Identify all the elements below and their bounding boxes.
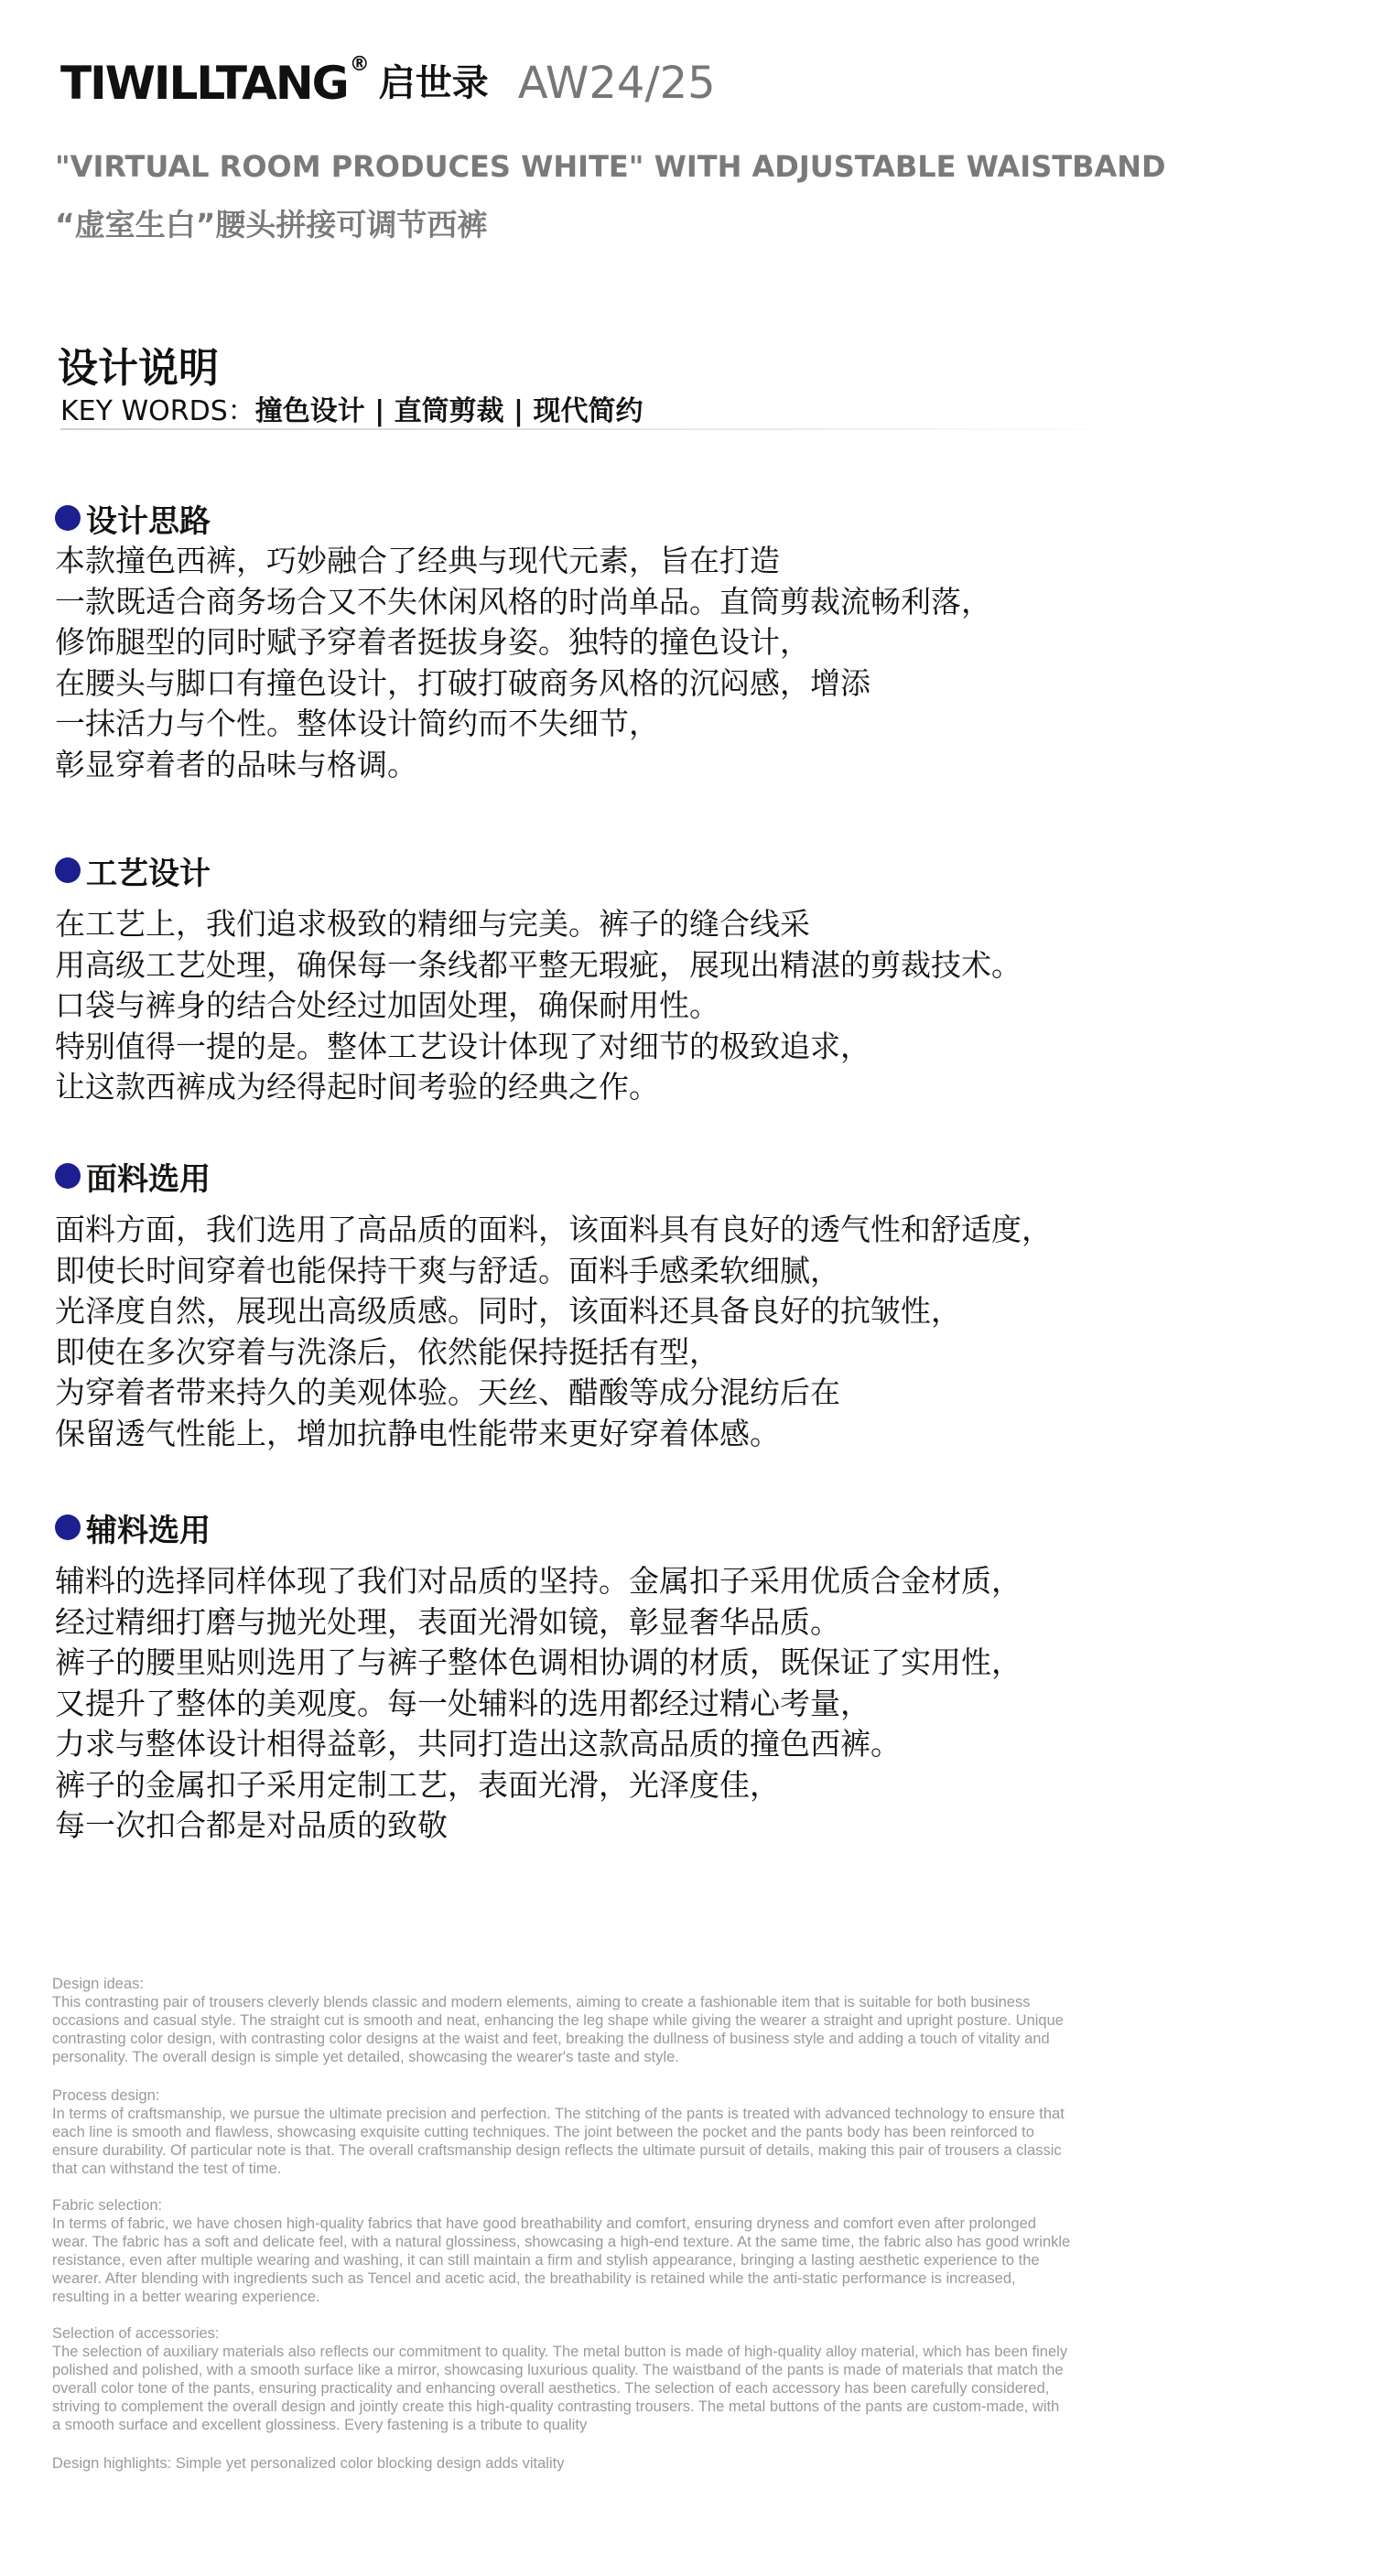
body-line: 即使长时间穿着也能保持干爽与舒适。面料手感柔软细腻， <box>55 1252 840 1288</box>
body-line: 在工艺上，我们追求极致的精细与完美。裤子的缝合线采 <box>55 906 810 942</box>
english-heading: Design ideas: <box>52 1976 144 1992</box>
english-line: resulting in a better wearing experience. <box>52 2289 320 2305</box>
header-divider <box>60 428 1131 430</box>
section-fabric-selection <box>55 1155 1245 1454</box>
section-body <box>55 904 1245 1108</box>
section-body <box>55 1561 1245 1847</box>
section-heading-text: 工艺设计 <box>86 855 211 892</box>
section-heading <box>55 1506 1245 1548</box>
bullet-dot-icon <box>55 857 81 883</box>
english-line: striving to complement the overall design and jointly create this high-quality contrasting trousers. The metal buttons of the pants are custom-made, with <box>52 2398 1060 2415</box>
body-line: 一抹活力与个性。整体设计简约而不失细节， <box>55 706 659 741</box>
body-line: 辅料的选择同样体现了我们对品质的坚持。金属扣子采用优质合金材质， <box>55 1563 1022 1599</box>
product-title-chinese: “虚室生白”腰头拼接可调节西裤 <box>55 207 488 243</box>
english-line: In terms of fabric, we have chosen high-quality fabrics that have good breathability and comfort, ensuring dryness and comfort even after prolonged <box>52 2215 1036 2232</box>
product-title-english: "VIRTUAL ROOM PRODUCES WHITE" WITH ADJUSTABLE WAISTBAND <box>55 149 1166 184</box>
english-line: wearer. After blending with ingredients such as Tencel and acetic acid, the breathability is retained while the anti-static performance is increased, <box>52 2270 1016 2287</box>
section-heading-text: 设计思路 <box>86 502 211 540</box>
english-line: each line is smooth and flawless, showcasing exquisite cutting techniques. The joint between the pocket and the pants body has been reinforced to <box>52 2124 1034 2140</box>
english-heading: Selection of accessories: <box>52 2325 220 2342</box>
english-design-highlights <box>52 2454 1242 2473</box>
english-line: overall color tone of the pants, ensuring practicality and enhancing overall aesthetics. The selection of each accessory has been carefully considered, <box>52 2380 1050 2397</box>
section-heading-text: 辅料选用 <box>86 1512 211 1549</box>
body-line: 在腰头与脚口有撞色设计，打破打破商务风格的沉闷感，增添 <box>55 664 870 701</box>
english-heading: Process design: <box>52 2087 160 2104</box>
body-line: 为穿着者带来持久的美观体验。天丝、醋酸等成分混纺后在 <box>55 1374 840 1410</box>
body-line: 光泽度自然，展现出高级质感。同时，该面料还具备良好的抗皱性， <box>55 1293 961 1329</box>
english-process-design <box>52 2086 1242 2178</box>
section-design-idea <box>55 497 1245 785</box>
body-line: 本款撞色西裤，巧妙融合了经典与现代元素，旨在打造 <box>55 543 780 578</box>
english-line: ensure durability. Of particular note is that. The overall craftsmanship design reflects the ultimate pursuit of details, making this pair of trousers a classic <box>52 2142 1062 2159</box>
keywords-line <box>60 388 643 428</box>
body-line: 即使在多次穿着与洗涤后，依然能保持挺括有型， <box>55 1333 719 1370</box>
english-line: a smooth surface and excellent glossiness. Every fastening is a tribute to quality <box>52 2417 588 2433</box>
english-line: personality. The overall design is simple yet detailed, showcasing the wearer's taste and style. <box>52 2049 679 2065</box>
english-heading: Design highlights: Simple yet personalized color blocking design adds vitality <box>52 2455 565 2472</box>
english-line: This contrasting pair of trousers cleverly blends classic and modern elements, aiming to create a fashionable item that is suitable for both business <box>52 1994 1031 2010</box>
body-line: 裤子的金属扣子采用定制工艺，表面光滑，光泽度佳， <box>55 1766 780 1803</box>
body-line: 裤子的腰里贴则选用了与裤子整体色调相协调的材质，既保证了实用性， <box>55 1644 1022 1680</box>
body-line: 经过精细打磨与抛光处理，表面光滑如镜，彰显奢华品质。 <box>55 1603 840 1640</box>
body-line: 特别值得一提的是。整体工艺设计体现了对细节的极致追求， <box>55 1028 870 1064</box>
body-line: 每一次扣合都是对品质的致敬 <box>55 1807 448 1843</box>
english-design-ideas <box>52 1975 1242 2066</box>
section-heading-text: 面料选用 <box>86 1160 211 1198</box>
body-line: 让这款西裤成为经得起时间考验的经典之作。 <box>55 1069 659 1105</box>
bullet-dot-icon <box>55 505 81 531</box>
design-description-title: 设计说明 <box>58 345 219 392</box>
body-line: 修饰腿型的同时赋予穿着者挺拔身姿。独特的撞色设计， <box>55 624 810 660</box>
english-fabric-selection <box>52 2196 1242 2306</box>
english-line: contrasting color design, with contrasting color designs at the waist and feet, breaking the dullness of business style and adding a touch of vitality and <box>52 2031 1050 2047</box>
section-heading <box>55 497 1245 539</box>
body-line: 用高级工艺处理，确保每一条线都平整无瑕疵，展现出精湛的剪裁技术。 <box>55 946 1022 983</box>
season-label: AW24/25 <box>517 58 716 109</box>
section-heading <box>55 849 1245 891</box>
body-line: 彰显穿着者的品味与格调。 <box>55 746 417 782</box>
english-line: polished and polished, with a smooth surface like a mirror, showcasing luxurious quality. The waistband of the pants is made of materials that match the <box>52 2362 1064 2378</box>
english-line: occasions and casual style. The straight cut is smooth and neat, enhancing the leg shape while giving the wearer a straight and upright posture. Unique <box>52 2012 1064 2029</box>
keywords-label: KEY WORDS： <box>60 395 255 427</box>
english-line: In terms of craftsmanship, we pursue the ultimate precision and perfection. The stitching of the pants is treated with advanced technology to ensure that <box>52 2106 1065 2122</box>
body-line: 面料方面，我们选用了高品质的面料，该面料具有良好的透气性和舒适度， <box>55 1212 1052 1247</box>
english-line: The selection of auxiliary materials also reflects our commitment to quality. The metal button is made of high-quality alloy material, which has been finely <box>52 2344 1068 2360</box>
bullet-dot-icon <box>55 1163 81 1189</box>
english-line: resistance, even after multiple wearing and washing, it can still maintain a firm and stylish appearance, bringing a lasting aesthetic experience to the <box>52 2252 1040 2269</box>
body-line: 又提升了整体的美观度。每一处辅料的选用都经过精心考量， <box>55 1685 870 1721</box>
body-line: 一款既适合商务场合又不失休闲风格的时尚单品。直筒剪裁流畅利落， <box>55 583 991 620</box>
section-craft-design <box>55 849 1245 1108</box>
english-line: that can withstand the test of time. <box>52 2161 282 2177</box>
body-line: 口袋与裤身的结合处经过加固处理，确保耐用性。 <box>55 987 719 1023</box>
body-line: 力求与整体设计相得益彰，共同打造出这款高品质的撞色西裤。 <box>55 1726 901 1762</box>
brand-chinese-name: 启世录 <box>378 62 489 104</box>
english-accessories-selection <box>52 2324 1242 2434</box>
brand-header <box>60 51 716 115</box>
keywords-values: 撞色设计 | 直筒剪裁 | 现代简约 <box>254 395 643 427</box>
brand-logo-text: TIWILLTANG <box>60 57 348 110</box>
section-accessories-selection <box>55 1506 1245 1847</box>
registered-mark: ® <box>349 53 368 76</box>
section-heading <box>55 1155 1245 1197</box>
english-heading: Fabric selection: <box>52 2197 163 2214</box>
section-body <box>55 1210 1245 1454</box>
bullet-dot-icon <box>55 1514 81 1540</box>
section-body <box>55 541 1245 785</box>
brand-logo <box>60 53 368 110</box>
english-line: wear. The fabric has a soft and delicate feel, with a natural glossiness, showcasing a high-end texture. At the same time, the fabric also has good wrinkle <box>52 2234 1071 2250</box>
body-line: 保留透气性能上，增加抗静电性能带来更好穿着体感。 <box>55 1415 780 1451</box>
